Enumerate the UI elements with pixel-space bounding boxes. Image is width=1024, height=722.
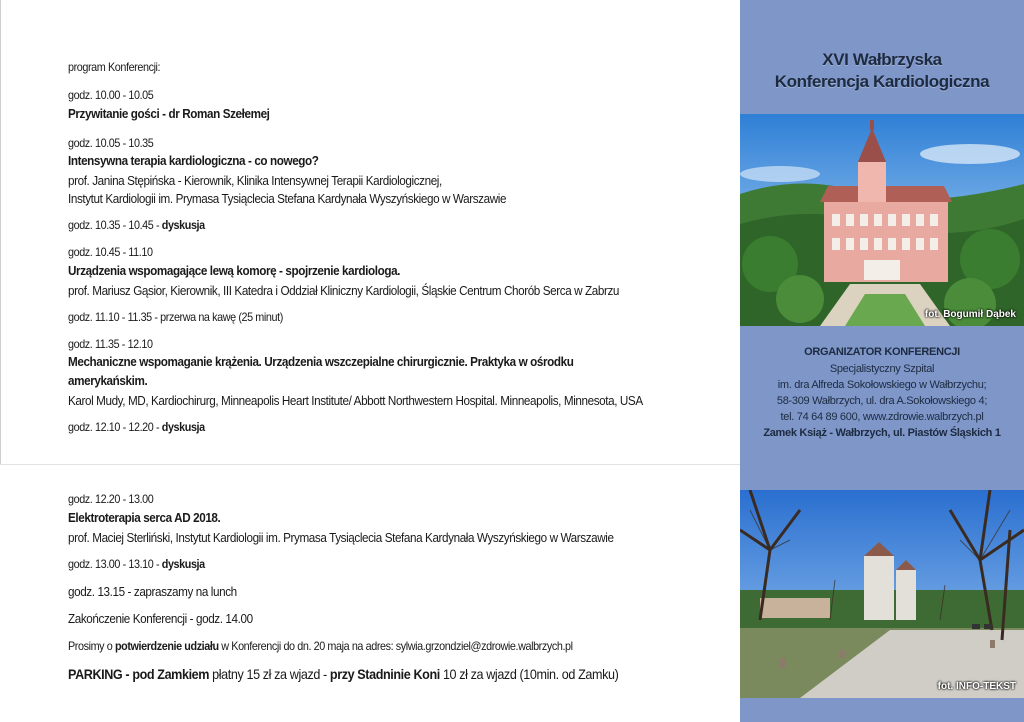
castle-illustration (740, 114, 1024, 326)
discussion-line (68, 557, 205, 571)
cover-panel (740, 0, 1024, 722)
confirmation-note: Prosimy o potwierdzenie udziału w Konferencji do dn. 20 maja na adres: sylwia.grzondziel@zdrowie.walbrzych.pl (68, 639, 573, 653)
item-speaker: prof. Janina Stępińska - Kierownik, Klinika Intensywnej Terapii Kardiologicznej, (68, 173, 442, 188)
item-speaker: Karol Mudy, MD, Kardiochirurg, Minneapolis Heart Institute/ Abbott Northwestern Hospital. Minneapolis, Minnesota, USA (68, 393, 643, 408)
conference-title-line2: Konferencja Kardiologiczna (774, 72, 990, 91)
photo-credit: fot. INFO-TEKST (937, 681, 1016, 692)
discussion-line (68, 420, 205, 434)
item-time: godz. 10.35 - 10.45 - (68, 218, 160, 232)
break-line: godz. 11.10 - 11.35 - przerwa na kawę (25 minut) (68, 310, 283, 324)
item-time: godz. 12.20 - 13.00 (68, 492, 154, 506)
organizer-address: Zamek Książ - Wałbrzych, ul. Piastów Śląskich 1 (763, 427, 1001, 439)
item-title: Przywitanie gości - dr Roman Szełemej (68, 106, 270, 121)
item-title: Urządzenia wspomagające lewą komorę - spojrzenie kardiologa. (68, 263, 401, 278)
photo-credit: fot. Bogumił Dąbek (924, 309, 1016, 320)
item-time: godz. 10.00 - 10.05 (68, 88, 154, 102)
item-title: Mechaniczne wspomaganie krążenia. Urządzenia wszczepialne chirurgicznie. Praktyka w ośrodku (68, 354, 574, 369)
organizer-line: tel. 74 64 89 600, www.zdrowie.walbrzych.pl (780, 411, 984, 423)
discussion-line (68, 218, 205, 232)
item-time: godz. 10.05 - 10.35 (68, 136, 154, 150)
discussion-label: dyskusja (161, 218, 205, 232)
item-title-cont: amerykańskim. (68, 373, 148, 388)
item-title: Intensywna terapia kardiologiczna - co nowego? (68, 153, 319, 168)
organizer-line: im. dra Alfreda Sokołowskiego w Wałbrzychu; (777, 379, 987, 391)
avenue-photo (740, 490, 1024, 698)
closing-line: Zakończenie Konferencji - godz. 14.00 (68, 611, 253, 626)
avenue-illustration (740, 490, 1024, 698)
organizer-line: 58-309 Wałbrzych, ul. dra A.Sokołowskiego 4; (776, 395, 988, 407)
item-time: godz. 11.35 - 12.10 (68, 337, 153, 351)
discussion-label: dyskusja (161, 557, 205, 571)
item-speaker: prof. Maciej Sterliński, Instytut Kardiologii im. Prymasa Tysiąclecia Stefana Kardynała Wyszyńskiego w Warszawie (68, 530, 614, 545)
organizer-heading: ORGANIZATOR KONFERENCJI (804, 346, 960, 358)
organizer-line: Specjalistyczny Szpital (829, 363, 935, 375)
page-fold (0, 464, 740, 465)
castle-photo (740, 114, 1024, 326)
lunch-line: godz. 13.15 - zapraszamy na lunch (68, 584, 237, 599)
conference-title-line1: XVI Wałbrzyska (822, 50, 942, 69)
item-title: Elektroterapia serca AD 2018. (68, 510, 221, 525)
program-header: program Konferencji: (68, 60, 161, 74)
page-edge (0, 0, 1, 464)
item-time: godz. 13.00 - 13.10 - (68, 557, 160, 571)
parking-note: PARKING - pod Zamkiem płatny 15 zł za wjazd - przy Stadninie Koni 10 zł za wjazd (10min. od Zamku) (68, 666, 619, 682)
item-time: godz. 12.10 - 12.20 - (68, 420, 160, 434)
discussion-label: dyskusja (161, 420, 205, 434)
item-speaker: prof. Mariusz Gąsior, Kierownik, III Katedra i Oddział Kliniczny Kardiologii, Śląskie Centrum Chorób Serca w Zabrzu (68, 283, 620, 298)
item-speaker: Instytut Kardiologii im. Prymasa Tysiąclecia Stefana Kardynała Wyszyńskiego w Warszawie (68, 191, 507, 206)
confirmation-bold: potwierdzenie udziału (114, 639, 219, 653)
item-time: godz. 10.45 - 11.10 (68, 245, 153, 259)
